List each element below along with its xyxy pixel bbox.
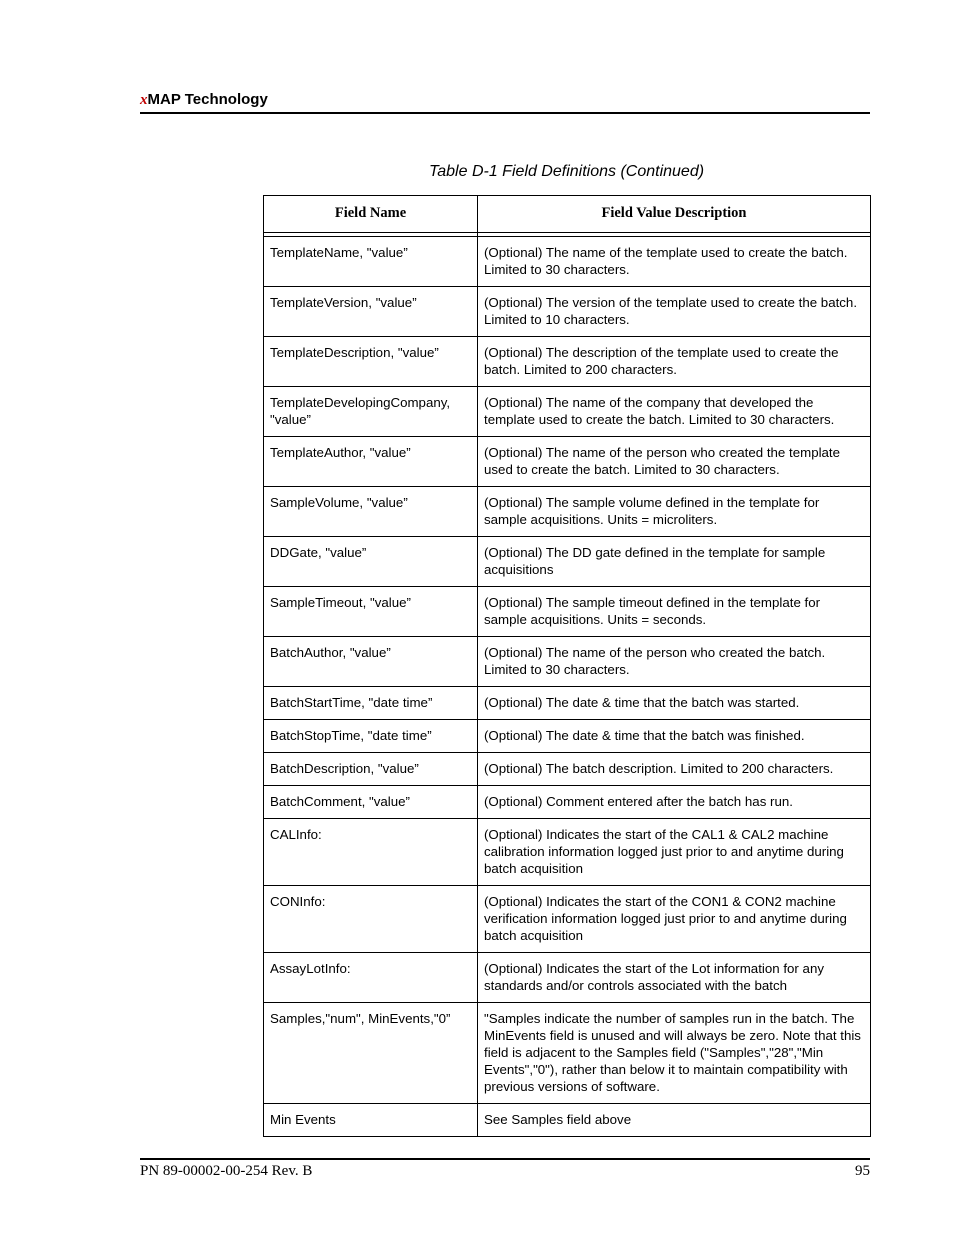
table-row (264, 637, 871, 687)
field-name-cell: DDGate, "value” (264, 537, 478, 587)
field-description-cell: (Optional) Indicates the start of the CAL1 & CAL2 machine calibration information logged just prior to and anytime during batch acquisition (478, 819, 871, 886)
field-description-cell: (Optional) Indicates the start of the Lot information for any standards and/or controls associated with the batch (478, 953, 871, 1003)
column-header-field-name: Field Name (264, 196, 478, 233)
field-description-cell: (Optional) The name of the template used to create the batch. Limited to 30 characters. (478, 237, 871, 287)
field-description-cell: (Optional) The date & time that the batch was started. (478, 687, 871, 720)
field-name-cell: Samples,"num", MinEvents,"0” (264, 1003, 478, 1104)
field-description-cell: (Optional) The description of the template used to create the batch. Limited to 200 characters. (478, 337, 871, 387)
table-row (264, 487, 871, 537)
field-description-cell: (Optional) The batch description. Limited to 200 characters. (478, 753, 871, 786)
table-row (264, 753, 871, 786)
table-row (264, 687, 871, 720)
field-name-cell: TemplateName, "value” (264, 237, 478, 287)
table-row (264, 819, 871, 886)
field-description-cell: (Optional) The DD gate defined in the template for sample acquisitions (478, 537, 871, 587)
field-name-cell: BatchDescription, "value” (264, 753, 478, 786)
field-name-cell: CALInfo: (264, 819, 478, 886)
table-row (264, 387, 871, 437)
field-name-cell: SampleTimeout, "value” (264, 587, 478, 637)
column-header-field-value-description: Field Value Description (478, 196, 871, 233)
field-name-cell: AssayLotInfo: (264, 953, 478, 1003)
field-name-cell: BatchStartTime, "date time” (264, 687, 478, 720)
header-prefix: x (140, 92, 148, 108)
table-row (264, 237, 871, 287)
table-row (264, 786, 871, 819)
field-description-cell: (Optional) Indicates the start of the CON1 & CON2 machine verification information logged just prior to and anytime during batch acquisition (478, 886, 871, 953)
field-description-cell: See Samples field above (478, 1104, 871, 1137)
field-name-cell: TemplateDevelopingCompany, "value” (264, 387, 478, 437)
field-name-cell: BatchComment, "value” (264, 786, 478, 819)
field-description-cell: (Optional) The date & time that the batch was finished. (478, 720, 871, 753)
field-name-cell: TemplateVersion, "value” (264, 287, 478, 337)
field-name-cell: SampleVolume, "value” (264, 487, 478, 537)
field-description-cell: "Samples indicate the number of samples run in the batch. The MinEvents field is unused and will always be zero. Note that this field is adjacent to the Samples field ("Samples","28","Min Events","0"), rather than below it to maintain compatibility with previous versions of software. (478, 1003, 871, 1104)
table-caption: Table D-1 Field Definitions (Continued) (428, 163, 705, 180)
table-row (264, 720, 871, 753)
field-name-cell: CONInfo: (264, 886, 478, 953)
table-row (264, 337, 871, 387)
field-name-cell: TemplateDescription, "value” (264, 337, 478, 387)
page-number: 95 (855, 1163, 870, 1179)
field-name-cell: Min Events (264, 1104, 478, 1137)
field-description-cell: (Optional) Comment entered after the batch has run. (478, 786, 871, 819)
field-description-cell: (Optional) The sample volume defined in the template for sample acquisitions. Units = microliters. (478, 487, 871, 537)
table-row (264, 587, 871, 637)
table-row (264, 1003, 871, 1104)
field-description-cell: (Optional) The sample timeout defined in the template for sample acquisitions. Units = seconds. (478, 587, 871, 637)
table-row (264, 1104, 871, 1137)
table-row (264, 287, 871, 337)
table-row (264, 886, 871, 953)
field-name-cell: TemplateAuthor, "value” (264, 437, 478, 487)
header-rule (140, 112, 870, 114)
field-name-cell: BatchAuthor, "value” (264, 637, 478, 687)
field-name-cell: BatchStopTime, "date time” (264, 720, 478, 753)
table-row (264, 437, 871, 487)
header-title: MAP Technology (147, 91, 268, 108)
part-number: PN 89-00002-00-254 Rev. B (140, 1163, 313, 1179)
field-description-cell: (Optional) The name of the person who created the template used to create the batch. Limited to 30 characters. (478, 437, 871, 487)
table-row (264, 953, 871, 1003)
field-description-cell: (Optional) The name of the person who created the batch. Limited to 30 characters. (478, 637, 871, 687)
field-description-cell: (Optional) The version of the template used to create the batch. Limited to 10 characters. (478, 287, 871, 337)
footer-rule (140, 1158, 870, 1160)
field-definitions-table (263, 195, 871, 1137)
table-row (264, 537, 871, 587)
running-header (140, 91, 870, 109)
field-description-cell: (Optional) The name of the company that developed the template used to create the batch. Limited to 30 characters. (478, 387, 871, 437)
